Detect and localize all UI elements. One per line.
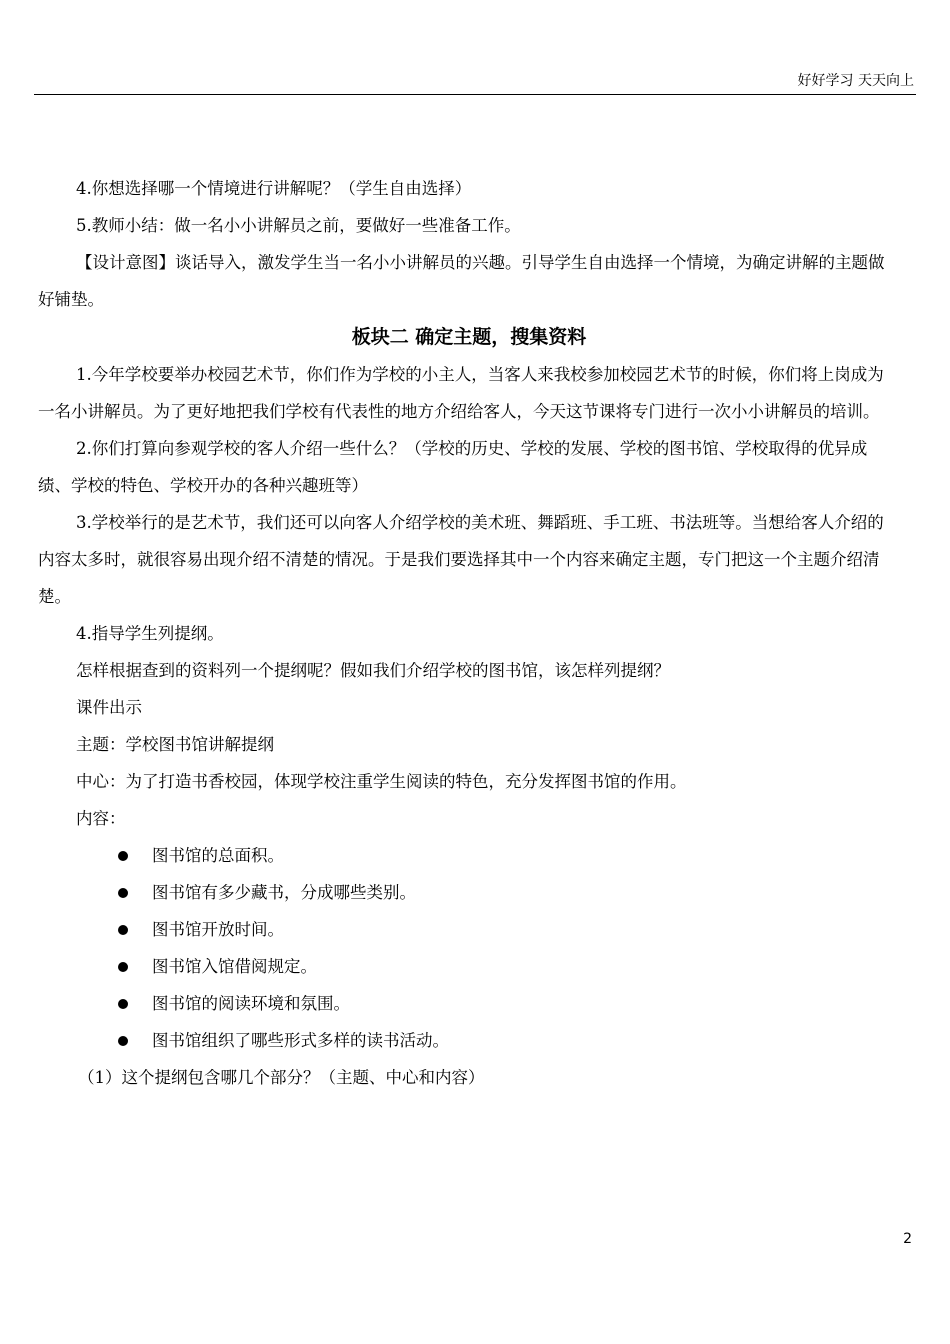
paragraph-4: 4.指导学生列提纲。 (76, 624, 224, 643)
bullet-icon (118, 1036, 128, 1046)
bullet-icon (118, 962, 128, 972)
outline-bullet-list (38, 837, 900, 1059)
document-body (38, 170, 900, 1096)
list-item-text: 图书馆开放时间。 (152, 920, 284, 939)
section-title: 板块二 确定主题，搜集资料 (351, 326, 587, 348)
list-item-text: 图书馆组织了哪些形式多样的读书活动。 (152, 1031, 449, 1050)
outline-center: 中心：为了打造书香校园，体现学校注重学生阅读的特色，充分发挥图书馆的作用。 (76, 772, 687, 791)
paragraph-intro-4: 4.你想选择哪一个情境进行讲解呢？（学生自由选择） (76, 179, 472, 198)
paragraph-intro-5: 5.教师小结：做一名小小讲解员之前，要做好一些准备工作。 (76, 216, 521, 235)
paragraph-outline-question: 怎样根据查到的资料列一个提纲呢？假如我们介绍学校的图书馆，该怎样列提纲？ (76, 661, 670, 680)
list-item (38, 911, 900, 948)
paragraph-design-intent: 【设计意图】谈话导入，激发学生当一名小小讲解员的兴趣。引导学生自由选择一个情境，为确定讲解的主题做好铺垫。 (38, 253, 885, 309)
list-item-text: 图书馆有多少藏书，分成哪些类别。 (152, 883, 416, 902)
header-text: 好好学习 天天向上 (797, 73, 914, 89)
bullet-icon (118, 888, 128, 898)
list-item-text: 图书馆的总面积。 (152, 846, 284, 865)
page-number: 2 (903, 1231, 912, 1247)
paragraph-1: 1.今年学校要举办校园艺术节，你们作为学校的小主人，当客人来我校参加校园艺术节的时候，你们将上岗成为一名小讲解员。为了更好地把我们学校有代表性的地方介绍给客人，今天这节课将专门进行一次小小讲解员的培训。 (38, 365, 884, 421)
paragraph-2: 2.你们打算向参观学校的客人介绍一些什么？（学校的历史、学校的发展、学校的图书馆、学校取得的优异成绩、学校的特色、学校开办的各种兴趣班等） (38, 439, 868, 495)
bullet-icon (118, 851, 128, 861)
list-item (38, 874, 900, 911)
list-item (38, 837, 900, 874)
list-item (38, 985, 900, 1022)
list-item (38, 948, 900, 985)
question-1: （1）这个提纲包含哪几个部分？（主题、中心和内容） (78, 1068, 485, 1087)
outline-content-label: 内容： (76, 809, 126, 828)
outline-topic: 主题：学校图书馆讲解提纲 (76, 735, 274, 754)
paragraph-3: 3.学校举行的是艺术节，我们还可以向客人介绍学校的美术班、舞蹈班、手工班、书法班等。当想给客人介绍的内容太多时，就很容易出现介绍不清楚的情况。于是我们要选择其中一个内容来确定主题，专门把这一个主题介绍清楚。 (38, 513, 884, 606)
bullet-icon (118, 999, 128, 1009)
list-item-text: 图书馆的阅读环境和氛围。 (152, 994, 350, 1013)
list-item-text: 图书馆入馆借阅规定。 (152, 957, 317, 976)
bullet-icon (118, 925, 128, 935)
paragraph-courseware: 课件出示 (76, 698, 142, 717)
header-rule (34, 94, 916, 95)
list-item (38, 1022, 900, 1059)
